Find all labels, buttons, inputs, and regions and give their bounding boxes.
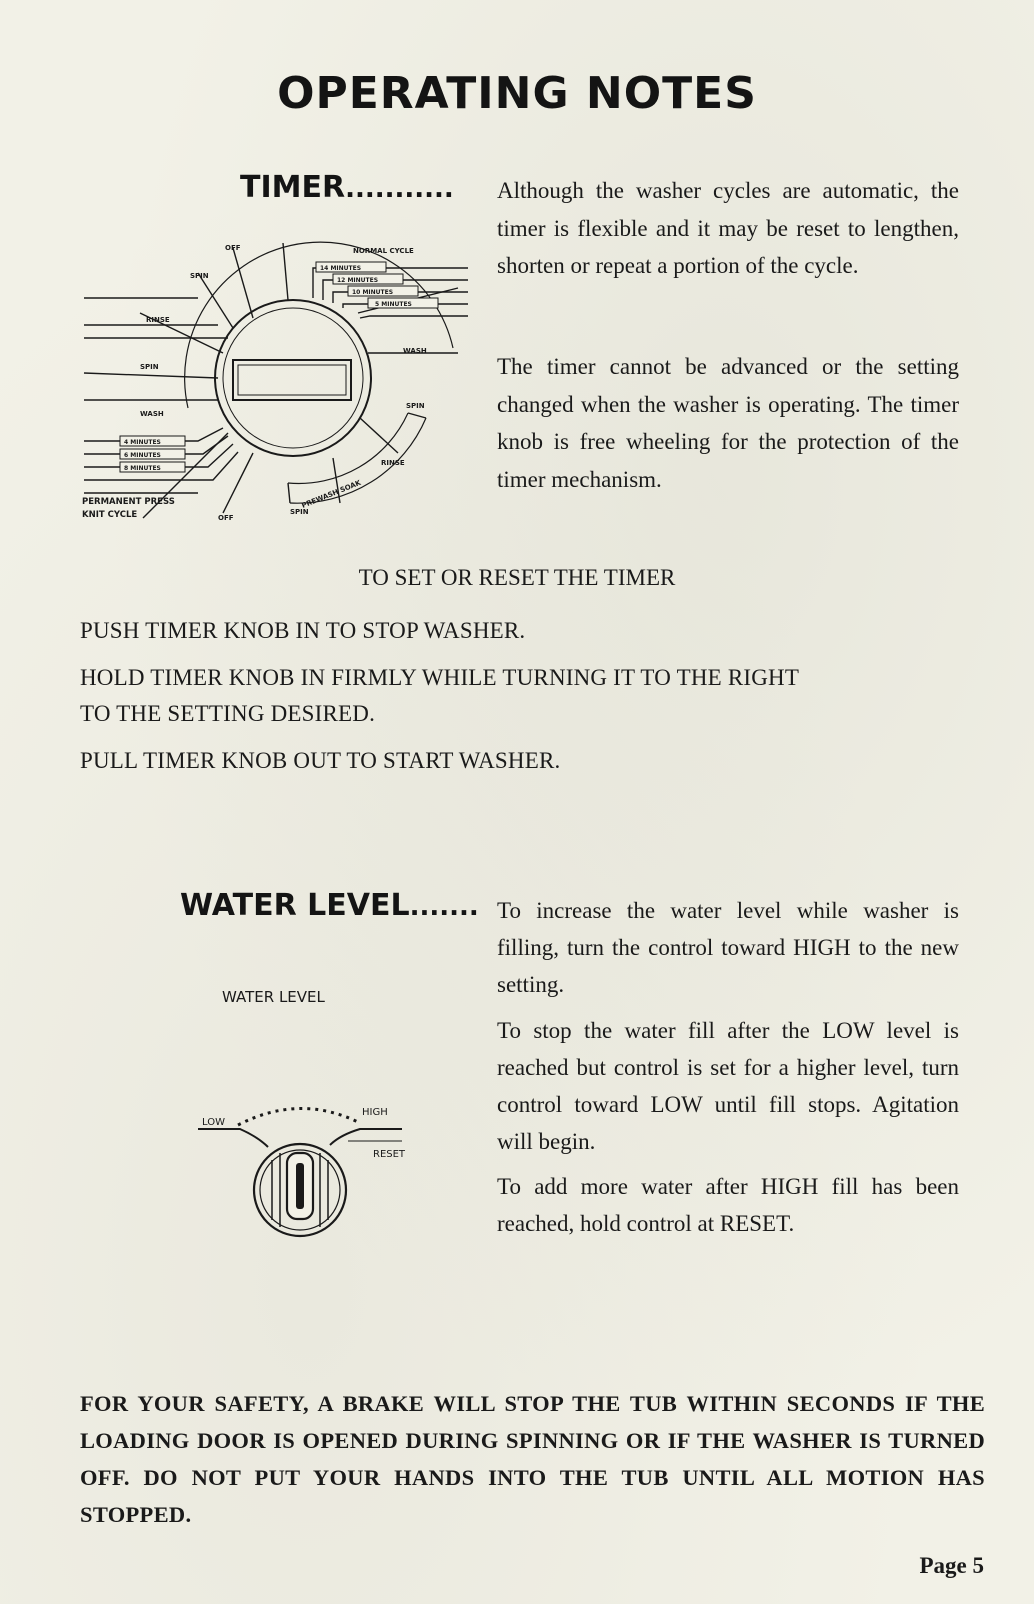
timer-heading	[240, 170, 454, 205]
water-level-paragraph-2: To stop the water fill after the LOW level is reached but control is set for a higher level, turn control toward LOW until fill stops. Agitation will begin.	[497, 1018, 959, 1154]
dial-label-12-minutes: 12 MINUTES	[337, 277, 379, 284]
dial-label-permanent-press: PERMANENT PRESS	[82, 497, 175, 507]
reset-step-2: HOLD TIMER KNOB IN FIRMLY WHILE TURNING IT TO THE RIGHT	[80, 665, 800, 690]
dial-label-spin-right: SPIN	[406, 402, 425, 410]
water-level-label-reset: RESET	[373, 1149, 406, 1160]
water-level-diagram	[180, 975, 420, 1245]
water-level-heading-text: WATER LEVEL	[180, 888, 410, 923]
water-level-diagram-title: WATER LEVEL	[222, 988, 325, 1006]
water-level-paragraph-1: To increase the water level while washer is filling, turn the control toward HIGH to the new setting.	[497, 898, 959, 997]
water-level-label-low: LOW	[202, 1117, 225, 1128]
dial-label-5-minutes: 5 MINUTES	[375, 301, 412, 308]
reset-step-1: PUSH TIMER KNOB IN TO STOP WASHER.	[80, 618, 526, 643]
dial-label-spin-left: SPIN	[140, 363, 159, 371]
dial-label-wash-right: WASH	[403, 347, 427, 355]
water-level-label-high: HIGH	[362, 1107, 388, 1118]
dial-label-spin-bottom: SPIN	[290, 508, 309, 516]
timer-dial-diagram	[78, 228, 488, 548]
page-title: OPERATING NOTES	[277, 68, 757, 119]
dial-label-wash-left: WASH	[140, 410, 164, 418]
dial-label-10-minutes: 10 MINUTES	[352, 289, 394, 296]
dial-label-prewash-soak: PREWASH SOAK	[300, 478, 363, 510]
safety-note: FOR YOUR SAFETY, A BRAKE WILL STOP THE TUB WITHIN SECONDS IF THE LOADING DOOR IS OPENED DURING SPINNING OR IF THE WASHER IS TURNED OFF. DO NOT PUT YOUR HANDS INTO THE TUB UNTIL ALL MOTION HAS STOPPED.	[80, 1391, 985, 1527]
dial-label-off-top: OFF	[225, 244, 241, 252]
dial-label-4-minutes: 4 MINUTES	[124, 439, 161, 446]
dial-label-rinse-right: RINSE	[381, 459, 405, 467]
dial-label-spin-top: SPIN	[190, 272, 209, 280]
timer-paragraph-2: The timer cannot be advanced or the setting changed when the washer is operating. The timer knob is free wheeling for the protection of the timer mechanism.	[497, 354, 959, 492]
dial-label-6-minutes: 6 MINUTES	[124, 452, 161, 459]
water-level-paragraph-3: To add more water after HIGH fill has been reached, hold control at RESET.	[497, 1174, 959, 1236]
timer-heading-text: TIMER	[240, 170, 346, 205]
page-number: Page 5	[919, 1553, 984, 1578]
water-level-heading	[180, 888, 479, 923]
reset-step-3: PULL TIMER KNOB OUT TO START WASHER.	[80, 748, 561, 773]
dial-label-8-minutes: 8 MINUTES	[124, 465, 161, 472]
dial-label-normal-cycle: NORMAL CYCLE	[353, 247, 414, 255]
dial-label-off-bottom: OFF	[218, 514, 234, 522]
reset-step-2-continued: TO THE SETTING DESIRED.	[80, 701, 376, 726]
reset-heading: TO SET OR RESET THE TIMER	[358, 565, 676, 590]
dial-label-14-minutes: 14 MINUTES	[320, 265, 362, 272]
timer-heading-leader: ...........	[345, 174, 454, 204]
dial-label-rinse-left: RINSE	[146, 316, 170, 324]
water-level-heading-leader: .......	[409, 892, 479, 922]
dial-label-knit-cycle: KNIT CYCLE	[82, 510, 138, 520]
timer-paragraph-1: Although the washer cycles are automatic, the timer is flexible and it may be reset to lengthen, shorten or repeat a portion of the cycle.	[497, 178, 959, 278]
